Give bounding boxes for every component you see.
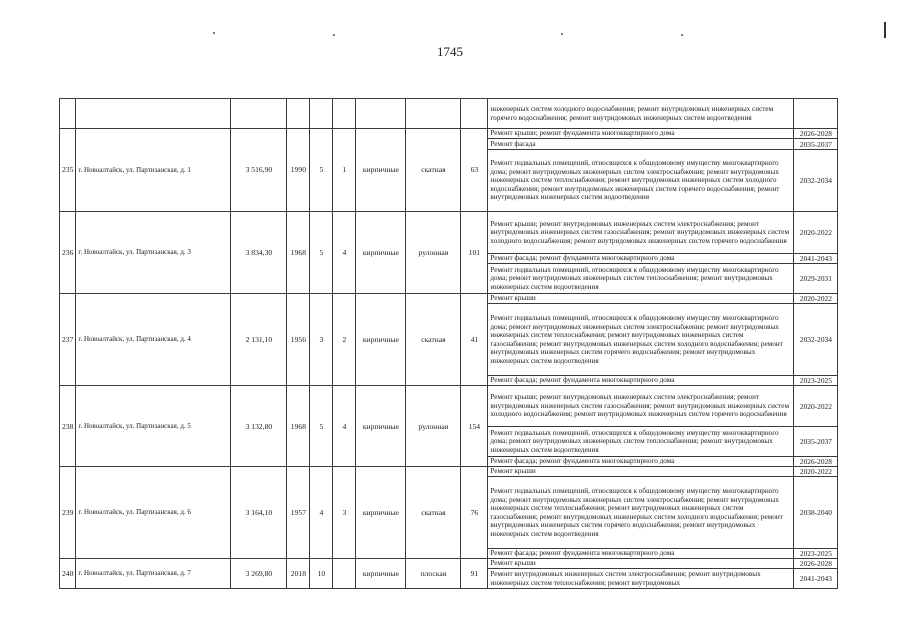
cell-residents: 41	[461, 294, 488, 386]
cell-num: 237	[60, 294, 76, 386]
cell-period: 2038-2040	[794, 477, 838, 549]
register-body	[60, 99, 838, 589]
cell-period: 2035-2037	[794, 139, 838, 150]
cell-entrances	[333, 99, 356, 129]
cell-address: г. Новоалтайск, ул. Партизанская, д. 1	[76, 129, 231, 212]
cell-entrances: 1	[333, 129, 356, 212]
cell-period: 2029-2031	[794, 264, 838, 294]
cell-walls: кирпичные	[356, 467, 406, 559]
table-row	[60, 212, 838, 254]
scan-speck	[561, 33, 563, 35]
cell-entrances: 3	[333, 467, 356, 559]
cell-roof: рулонная	[406, 212, 461, 294]
cell-works: Ремонт фасада; ремонт фундамента многоквартирного дома	[488, 549, 794, 559]
cell-area: 3 132,80	[231, 386, 287, 467]
table-row	[60, 559, 838, 569]
cell-works: Ремонт подвальных помещений, относящихся к общедомовому имуществу многоквартирного дома; ремонт внутридомовых инженерных систем электроснабжения; ремонт внутридомовых инженерных систем теплоснабжения; ремонт внутридомовых инженерных систем холодного водоснабжения; ремонт внутридомовых инженерных систем горячего водоснабжения; ремонт внутридомовых инженерных систем водоотведения	[488, 150, 794, 212]
scan-speck	[333, 34, 335, 36]
scan-speck	[213, 32, 215, 34]
table-row	[60, 294, 838, 304]
cell-works: Ремонт крыши; ремонт фундамента многоквартирного дома	[488, 129, 794, 139]
cell-period: 2032-2034	[794, 304, 838, 376]
cell-num: 238	[60, 386, 76, 467]
cell-works: Ремонт крыши; ремонт внутридомовых инженерных систем электроснабжения; ремонт внутридомовых инженерных систем газоснабжения; ремонт внутридомовых инженерных систем холодного водоснабжения; ремонт внутридомовых инженерных систем горячего водоснабжения	[488, 212, 794, 254]
cell-works: Ремонт крыши	[488, 467, 794, 477]
cell-roof: скатная	[406, 467, 461, 559]
cell-walls: кирпичные	[356, 129, 406, 212]
cell-entrances: 4	[333, 212, 356, 294]
cell-floors: 5	[310, 129, 333, 212]
cell-roof: скатная	[406, 129, 461, 212]
cell-year	[287, 99, 310, 129]
cell-residents: 63	[461, 129, 488, 212]
cell-period: 2026-2028	[794, 457, 838, 467]
cell-roof	[406, 99, 461, 129]
cell-walls: кирпичные	[356, 559, 406, 589]
cell-entrances: 2	[333, 294, 356, 386]
cell-year: 1956	[287, 294, 310, 386]
cell-roof: рулонная	[406, 386, 461, 467]
cell-address: г. Новоалтайск, ул. Партизанская, д. 4	[76, 294, 231, 386]
cell-area: 3 516,90	[231, 129, 287, 212]
cell-works: Ремонт внутридомовых инженерных систем электроснабжения; ремонт внутридомовых инженерных систем теплоснабжения; ремонт внутридомовых	[488, 569, 794, 589]
cell-period: 2023-2025	[794, 376, 838, 386]
cell-address: г. Новоалтайск, ул. Партизанская, д. 5	[76, 386, 231, 467]
cell-num	[60, 99, 76, 129]
cell-period: 2035-2037	[794, 427, 838, 457]
cell-floors: 3	[310, 294, 333, 386]
cell-walls: кирпичные	[356, 386, 406, 467]
cell-address: г. Новоалтайск, ул. Партизанская, д. 7	[76, 559, 231, 589]
cell-entrances: 4	[333, 386, 356, 467]
cell-works: инженерных систем холодного водоснабжения; ремонт внутридомовых инженерных систем горячего водоснабжения; ремонт внутридомовых инженерных систем водоотведения	[488, 99, 794, 129]
cell-address	[76, 99, 231, 129]
cell-address: г. Новоалтайск, ул. Партизанская, д. 3	[76, 212, 231, 294]
table-row	[60, 467, 838, 477]
cell-works: Ремонт крыши	[488, 559, 794, 569]
cell-residents: 91	[461, 559, 488, 589]
cell-year: 2018	[287, 559, 310, 589]
cell-period: 2041-2043	[794, 569, 838, 589]
cell-year: 1968	[287, 386, 310, 467]
cell-roof: плоская	[406, 559, 461, 589]
cell-area: 3 269,80	[231, 559, 287, 589]
cell-period: 2032-2034	[794, 150, 838, 212]
cell-floors: 4	[310, 467, 333, 559]
cell-residents: 101	[461, 212, 488, 294]
cell-works: Ремонт крыши	[488, 294, 794, 304]
cell-residents	[461, 99, 488, 129]
cell-residents: 154	[461, 386, 488, 467]
cell-works: Ремонт подвальных помещений, относящихся к общедомовому имуществу многоквартирного дома; ремонт внутридомовых инженерных систем теплоснабжения; ремонт внутридомовых инженерных систем водоотведения	[488, 264, 794, 294]
cell-works: Ремонт крыши; ремонт внутридомовых инженерных систем электроснабжения; ремонт внутридомовых инженерных систем газоснабжения; ремонт внутридомовых инженерных систем холодного водоснабжения; ремонт внутридомовых инженерных систем горячего водоснабжения	[488, 386, 794, 427]
cell-works: Ремонт подвальных помещений, относящихся к общедомовому имуществу многоквартирного дома; ремонт внутридомовых инженерных систем электроснабжения; ремонт внутридомовых инженерных систем теплоснабжения; ремонт внутридомовых инженерных систем газоснабжения; ремонт внутридомовых инженерных систем холодного водоснабжения; ремонт внутридомовых инженерных систем горячего водоснабжения; ремонт внутридомовых инженерных систем водоотведения	[488, 477, 794, 549]
cell-entrances	[333, 559, 356, 589]
cell-floors	[310, 99, 333, 129]
table-row	[60, 386, 838, 427]
cell-num: 239	[60, 467, 76, 559]
cell-works: Ремонт подвальных помещений, относящихся к общедомовому имуществу многоквартирного дома; ремонт внутридомовых инженерных систем теплоснабжения; ремонт внутридомовых инженерных систем водоотведения	[488, 427, 794, 457]
cell-area: 2 131,10	[231, 294, 287, 386]
cell-works: Ремонт подвальных помещений, относящихся к общедомовому имуществу многоквартирного дома; ремонт внутридомовых инженерных систем электроснабжения; ремонт внутридомовых инженерных систем теплоснабжения; ремонт внутридомовых инженерных систем газоснабжения; ремонт внутридомовых инженерных систем холодного водоснабжения; ремонт внутридомовых инженерных систем горячего водоснабжения; ремонт внутридомовых инженерных систем водоотведения	[488, 304, 794, 376]
cell-floors: 10	[310, 559, 333, 589]
cell-period: 2020-2022	[794, 467, 838, 477]
cell-area: 3 834,30	[231, 212, 287, 294]
cell-period	[794, 99, 838, 129]
cell-address: г. Новоалтайск, ул. Партизанская, д. 6	[76, 467, 231, 559]
cell-works: Ремонт фасада; ремонт фундамента многоквартирного дома	[488, 457, 794, 467]
scan-speck	[681, 34, 683, 36]
cell-works: Ремонт фасада	[488, 139, 794, 150]
cell-floors: 5	[310, 212, 333, 294]
cell-period: 2023-2025	[794, 549, 838, 559]
cell-period: 2026-2028	[794, 559, 838, 569]
cell-works: Ремонт фасада; ремонт фундамента многоквартирного дома	[488, 376, 794, 386]
cell-year: 1957	[287, 467, 310, 559]
cell-works: Ремонт фасада; ремонт фундамента многоквартирного дома	[488, 254, 794, 264]
cell-area	[231, 99, 287, 129]
cell-walls: кирпичные	[356, 212, 406, 294]
cell-period: 2020-2022	[794, 212, 838, 254]
cell-num: 235	[60, 129, 76, 212]
cell-num: 240	[60, 559, 76, 589]
scan-edge-mark	[884, 22, 886, 38]
capital-repair-register-table	[59, 98, 838, 589]
cell-year: 1990	[287, 129, 310, 212]
table-row	[60, 129, 838, 139]
cell-year: 1968	[287, 212, 310, 294]
cell-area: 3 164,10	[231, 467, 287, 559]
cell-roof: скатная	[406, 294, 461, 386]
page-number: 1745	[437, 44, 463, 59]
cell-num: 236	[60, 212, 76, 294]
table-row	[60, 99, 838, 129]
cell-period: 2026-2028	[794, 129, 838, 139]
cell-period: 2020-2022	[794, 294, 838, 304]
cell-floors: 5	[310, 386, 333, 467]
cell-walls: кирпичные	[356, 294, 406, 386]
cell-walls	[356, 99, 406, 129]
cell-period: 2020-2022	[794, 386, 838, 427]
cell-residents: 76	[461, 467, 488, 559]
cell-period: 2041-2043	[794, 254, 838, 264]
